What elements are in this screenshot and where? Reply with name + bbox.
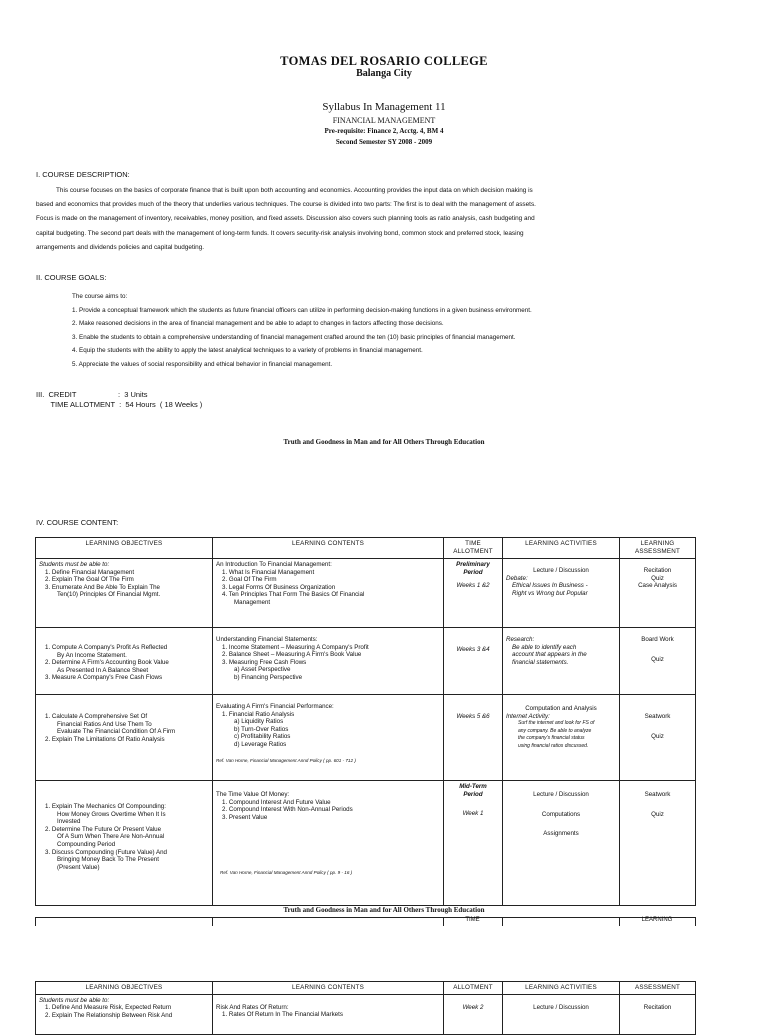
course-content-table-continued (35, 981, 696, 1035)
contents-line: a) Liquidity Ratios (234, 718, 284, 726)
objective-line: How Money Grows Overtime When It Is (57, 810, 166, 818)
contents-line: 4. Ten Principles That Form The Basics Of Financial (222, 591, 365, 599)
contents-line: d) Leverage Ratios (234, 740, 287, 748)
row-time (444, 559, 503, 628)
activity-line: Debate: (506, 574, 528, 582)
activity-line: Be able to identify each (512, 643, 577, 651)
contents-line: 2. Compound Interest With Non-Annual Periods (222, 806, 353, 814)
objective-line: Of A Sum When There Are Non-Annual (57, 833, 165, 841)
objective-line: Students must be able to: (39, 561, 110, 568)
header-time-bottom: ALLOTMENT (453, 547, 493, 555)
header-assess-bottom: ASSESSMENT (634, 547, 681, 555)
reference-note: Ref. Van Horne, Financial Management Annd Policy ( pp. 601 - 712 ) (216, 757, 356, 763)
table-row (36, 781, 696, 906)
header-time: ALLOTMENT (444, 982, 503, 995)
row-activities (503, 781, 620, 906)
contents-line: Management (234, 598, 271, 606)
objective-line: 1. Explain The Mechanics Of Compounding: (45, 803, 166, 810)
row-assessment (620, 559, 696, 628)
motto-footer-page-break: Truth and Goodness in Man and for All Others Through Education (283, 906, 485, 914)
objective-line: Bringing Money Back To The Present (57, 856, 159, 864)
row-contents (213, 781, 444, 906)
goals-heading: II. COURSE GOALS: (36, 273, 107, 282)
content-heading: IV. COURSE CONTENT: (36, 518, 119, 527)
contents-title: Risk And Rates Of Return: (216, 1003, 289, 1011)
activity-title: Computation and Analysis (525, 705, 597, 712)
strip-learning-label: LEARNING (641, 917, 673, 923)
time-line: Weeks 3 &4 (456, 646, 490, 653)
objective-line: 3. Enumerate And Be Able To Explain The (45, 583, 161, 591)
time-line: Week 2 (462, 1003, 484, 1011)
table-row (36, 695, 696, 781)
header-objectives: LEARNING OBJECTIVES (36, 982, 213, 995)
activity-line: Lecture / Discussion (533, 1003, 589, 1011)
header-contents: LEARNING CONTENTS (213, 982, 444, 995)
assessment-line: Quiz (651, 574, 664, 582)
row-assessment (620, 695, 696, 781)
assessment-line: Recitation (643, 567, 672, 574)
page-break-strip (35, 917, 696, 926)
objective-line: 1. Define And Measure Risk, Expected Return (45, 1004, 172, 1012)
activity-line: Lecture / Discussion (533, 791, 589, 798)
goals-intro: The course aims to: (72, 293, 128, 300)
activity-line: any company. Be able to analyze (518, 727, 592, 734)
assessment-line: Board Work (641, 636, 674, 643)
assessment-line: Seatwork (644, 713, 671, 720)
contents-line: 1. What Is Financial Management (222, 568, 315, 576)
course-content-table (35, 537, 696, 906)
contents-title: Understanding Financial Statements: (216, 636, 318, 643)
objective-line: 2. Determine A Firm's Accounting Book Value (45, 659, 169, 667)
reference-note: Ref. Van Horne, Financial Management Annd Policy ( pp. 9 - 16 ) (220, 870, 353, 876)
header-assess-top: LEARNING (640, 540, 675, 547)
time-line: Period (463, 568, 483, 576)
objective-line: 2. Explain The Goal Of The Firm (45, 576, 134, 584)
description-line: Focus is made on the management of inventory, receivables, money position, and fixed assets. Discussion also covers such planning tools as ratio analysis, cash budgeting and (36, 215, 535, 223)
contents-line: 2. Balance Sheet – Measuring A Firm's Book Value (222, 651, 362, 659)
college-city: Balanga City (356, 68, 412, 79)
time-line: Week 1 (462, 810, 484, 818)
syllabus-title: Syllabus In Management 11 (322, 101, 446, 113)
header-assessment (620, 538, 696, 559)
row-time (444, 695, 503, 781)
header-time-top: TIME (465, 540, 481, 547)
objective-line: Invested (57, 818, 81, 826)
row-assessment (620, 628, 696, 695)
goals-list (72, 290, 532, 371)
assessment-line: Recitation (643, 1003, 672, 1011)
row-time (444, 628, 503, 695)
description-line: arrangements and dividends policies and capital budgeting. (36, 243, 205, 251)
objective-line: Compounding Period (57, 840, 116, 848)
header-activities: LEARNING ACTIVITIES (503, 982, 620, 995)
objective-line: 3. Measure A Company's Free Cash Flows (45, 674, 163, 682)
activity-line: account that appears in the (512, 651, 587, 659)
description-text (36, 184, 704, 255)
row-activities (503, 628, 620, 695)
prerequisite: Pre-requisite: Finance 2, Acctg. 4, BM 4 (324, 127, 444, 135)
goal-item: 4. Equip the students with the ability to apply the latest analytical techniques to a variety of problems in financial management. (72, 347, 423, 354)
objective-line: 1. Compute A Company's Profit As Reflected (45, 644, 168, 651)
contents-line: 1. Compound Interest And Future Value (222, 798, 331, 806)
table-row (36, 994, 696, 1034)
row-activities (503, 695, 620, 781)
assessment-line: Case Analysis (638, 582, 677, 590)
goal-item: 3. Enable the students to obtain a comprehensive understanding of financial management crafted around the ten (10) basic principles of financial management. (72, 333, 516, 341)
objective-line: Evaluate The Financial Condition Of A Firm (57, 728, 176, 736)
strip-divider (212, 918, 213, 926)
objective-line: By An Income Statement. (57, 651, 127, 659)
contents-title: An Introduction To Financial Management: (216, 561, 332, 568)
header-assessment: ASSESSMENT (620, 982, 696, 995)
row-contents (213, 559, 444, 628)
activity-line: financial statements. (512, 658, 569, 666)
semester: Second Semester SY 2008 - 2009 (335, 138, 433, 146)
assessment-line: Seatwork (644, 791, 671, 798)
activity-line: Lecture / Discussion (533, 567, 589, 574)
description-line: capital budgeting. The second part deals with the management of long-term funds. It covers security-risk analysis involving bond, common stock and preferred stock, leasing (36, 229, 524, 237)
contents-line: 1. Rates Of Return In The Financial Markets (222, 1011, 343, 1019)
activity-line: Research: (506, 636, 535, 643)
contents-line: c) Profitability Ratios (234, 733, 291, 741)
contents-line: 2. Goal Of The Firm (222, 576, 277, 584)
activity-line: Internet Activity: (506, 712, 550, 720)
contents-line: a) Asset Perspective (234, 666, 291, 674)
table-header-row (36, 538, 696, 559)
contents-line: 1. Financial Ratio Analysis (222, 710, 295, 718)
objective-line: (Present Value) (57, 863, 100, 871)
header-contents: LEARNING CONTENTS (213, 538, 444, 559)
time-allotment-line: TIME ALLOTMENT : 54 Hours ( 18 Weeks ) (36, 400, 203, 409)
row-contents (213, 695, 444, 781)
assessment-line: Quiz (651, 655, 664, 663)
objective-line: 2. Explain The Relationship Between Risk And (45, 1011, 173, 1019)
table-row (36, 628, 696, 695)
assessment-line: Quiz (651, 732, 664, 740)
contents-title: The Time Value Of Money: (216, 791, 290, 798)
contents-line: 3. Measuring Free Cash Flows (222, 658, 307, 666)
row-objectives (36, 559, 213, 628)
objective-line: Students must be able to: (39, 996, 110, 1004)
objective-line: Ten(10) Principles Of Financial Mgmt. (57, 591, 161, 599)
row-time (444, 781, 503, 906)
subject-title: FINANCIAL MANAGEMENT (332, 116, 436, 125)
row-assessment (620, 994, 696, 1034)
header-activities: LEARNING ACTIVITIES (503, 538, 620, 559)
description-line: based and economics that provides much of the theory that underlies various techniques. The course is divided into two parts: The first is to deal with the management of assets. (36, 201, 536, 209)
row-objectives (36, 994, 213, 1034)
contents-line: 3. Legal Forms Of Business Organization (222, 583, 336, 591)
time-line: Mid-Term (459, 783, 487, 790)
strip-divider (502, 918, 503, 926)
credit-line: III. CREDIT : 3 Units (36, 390, 148, 399)
goal-item: 1. Provide a conceptual framework which the students as future financial officers can utilize in performing decision-making functions in a given business environment. (72, 306, 532, 314)
contents-line: 3. Present Value (222, 813, 268, 821)
time-line: Period (463, 790, 483, 798)
activity-line: the company's financial status (518, 735, 585, 742)
activity-line: Ethical Issues In Business - (512, 582, 588, 590)
time-line: Weeks 1 &2 (456, 582, 490, 590)
row-objectives (36, 781, 213, 906)
time-line: Preliminary (456, 561, 490, 568)
contents-line: b) Financing Perspective (234, 673, 303, 681)
objective-line: 2. Determine The Future Or Present Value (45, 825, 162, 833)
activity-line: Assignments (543, 830, 579, 838)
assessment-line: Quiz (651, 810, 664, 818)
row-time (444, 994, 503, 1034)
contents-line: b) Turn-Over Ratios (234, 725, 289, 733)
row-contents (213, 994, 444, 1034)
time-line: Weeks 5 &6 (456, 713, 490, 720)
strip-time-label: TIME (465, 917, 480, 923)
objective-line: 1. Define Financial Management (45, 568, 135, 576)
goal-item: 5. Appreciate the values of social responsibility and ethical behavior in financial management. (72, 360, 333, 368)
contents-title: Evaluating A Firm's Financial Performance: (216, 703, 334, 710)
objective-line: 1. Calculate A Comprehensive Set Of (45, 713, 148, 720)
contents-line: 1. Income Statement – Measuring A Company's Profit (222, 643, 369, 651)
college-name: TOMAS DEL ROSARIO COLLEGE (280, 54, 488, 68)
header-objectives: LEARNING OBJECTIVES (36, 538, 213, 559)
activity-line: Computations (541, 810, 581, 818)
motto-footer: Truth and Goodness in Man and for All Others Through Education (283, 438, 485, 446)
row-objectives (36, 628, 213, 695)
row-assessment (620, 781, 696, 906)
table-header-row (36, 982, 696, 995)
objective-line: 2. Explain The Limitations Of Ratio Analysis (45, 735, 165, 743)
row-objectives (36, 695, 213, 781)
row-contents (213, 628, 444, 695)
table-row (36, 559, 696, 628)
activity-line: using financial ratios discussed. (518, 742, 589, 749)
description-heading: I. COURSE DESCRIPTION: (36, 170, 130, 179)
activity-line: Right vs Wrong but Popular (512, 589, 588, 597)
description-line: This course focuses on the basics of corporate finance that is built upon both accounting and economics. Accounting provides the input data on which decision making is (56, 187, 533, 194)
row-activities (503, 559, 620, 628)
activity-line: Surf the internet and look for FS of (518, 720, 595, 727)
objective-line: As Presented In A Balance Sheet (57, 666, 149, 674)
objective-line: Financial Ratios And Use Them To (57, 720, 152, 728)
header-time (444, 538, 503, 559)
objective-line: 3. Discuss Compounding (Future Value) And (45, 848, 167, 856)
goal-item: 2. Make reasoned decisions in the area of financial management and be able to adapt to changes in factors affecting those decisions. (72, 320, 444, 327)
row-activities (503, 994, 620, 1034)
